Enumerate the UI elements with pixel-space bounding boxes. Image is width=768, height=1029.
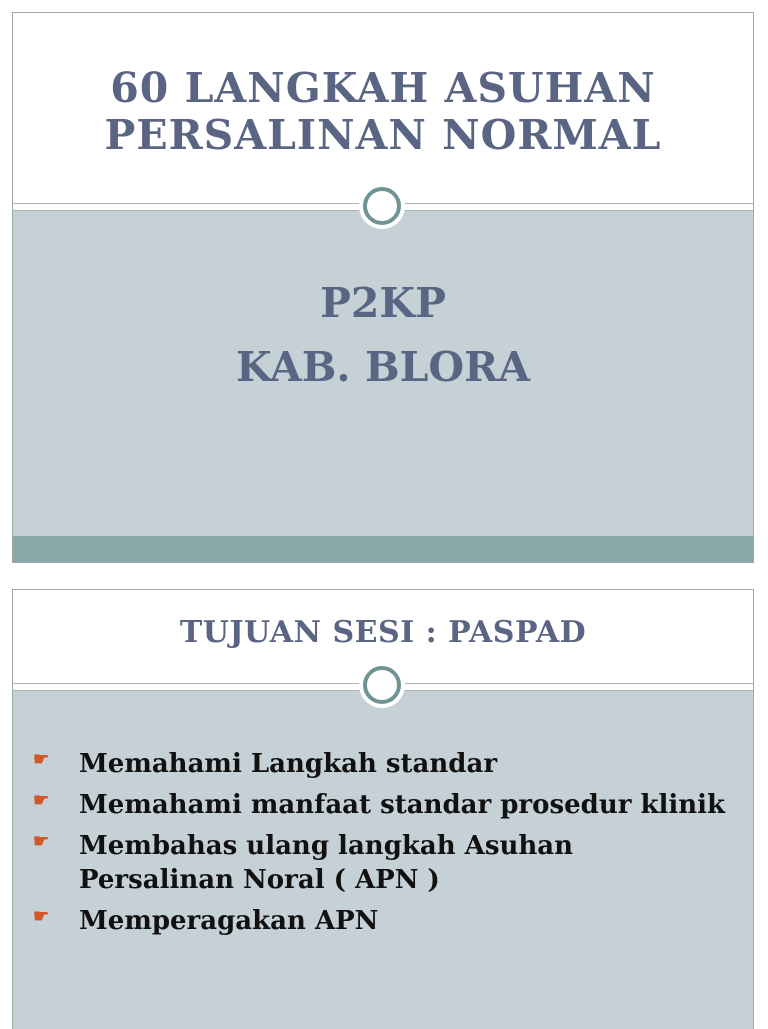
- list-item: [33, 788, 733, 822]
- slide-1-bottom-band: [13, 536, 753, 562]
- slide-2-body: [13, 691, 753, 1029]
- title-line-1: 60 LANGKAH ASUHAN: [110, 63, 656, 112]
- pointing-hand-icon: ☛: [33, 906, 50, 927]
- pointing-hand-icon: ☛: [33, 749, 50, 770]
- list-item: [33, 904, 733, 938]
- list-item: [33, 829, 733, 897]
- slide-2-title: TUJUAN SESI : PASPAD: [179, 615, 587, 651]
- slide-1-subtitle: [13, 271, 753, 399]
- bullet-list: [33, 747, 733, 945]
- divider-circle-icon: [363, 666, 401, 704]
- slide-2: [12, 589, 754, 1029]
- divider-circle-icon: [363, 187, 401, 225]
- bullet-text: Memperagakan APN: [79, 906, 379, 936]
- bullet-text: Memahami manfaat standar prosedur klinik: [79, 790, 726, 820]
- pointing-hand-icon: ☛: [33, 790, 50, 811]
- pointing-hand-icon: ☛: [33, 831, 50, 852]
- slide-1: [12, 12, 754, 563]
- subtitle-line-1: P2KP: [320, 279, 446, 327]
- list-item: [33, 747, 733, 781]
- bullet-text: Membahas ulang langkah Asuhan Persalinan Noral ( APN ): [79, 831, 574, 895]
- slide-1-body: [13, 211, 753, 536]
- slide-1-title-area: [13, 13, 753, 203]
- title-line-2: PERSALINAN NORMAL: [104, 111, 662, 159]
- slide-1-title: [105, 57, 662, 159]
- bullet-text: Memahami Langkah standar: [79, 749, 498, 779]
- subtitle-line-2: KAB. BLORA: [235, 343, 531, 391]
